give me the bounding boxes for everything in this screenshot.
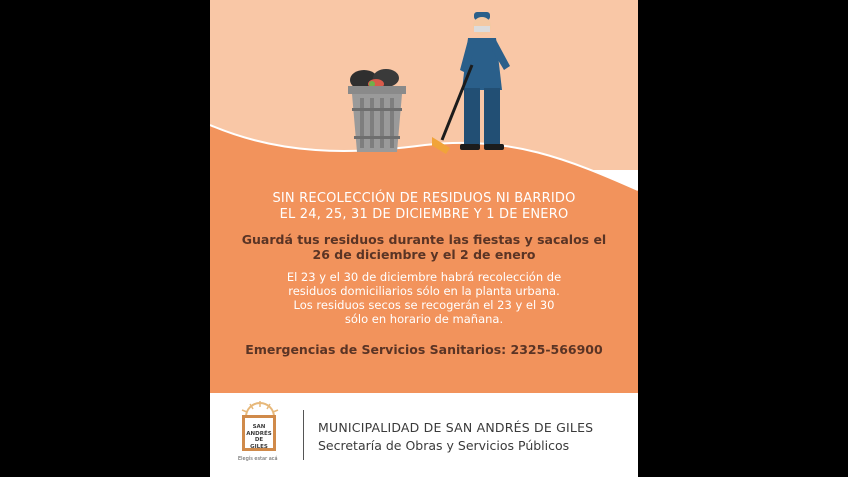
headline-line: EL 24, 25, 31 DE DICIEMBRE Y 1 DE ENERO: [279, 207, 569, 222]
logo-box: [242, 415, 276, 451]
street-sweeper-icon: [432, 10, 532, 155]
poster: [210, 0, 638, 477]
footer-divider: [303, 410, 304, 460]
store-waste-notice: [210, 232, 638, 262]
trash-can-icon: [342, 64, 412, 156]
notice-line: 26 de diciembre y el 2 de enero: [312, 247, 536, 262]
logo-text: DE GILES: [250, 437, 268, 450]
logo-text: SAN: [252, 424, 266, 430]
secretariat-name: Secretaría de Obras y Servicios Públicos: [318, 438, 570, 453]
footer: [210, 393, 638, 477]
headline: [210, 191, 638, 223]
logo-text: ANDRÉS: [246, 430, 272, 437]
info-line: Los residuos secos se recogerán el 23 y el 30: [293, 298, 555, 312]
municipal-logo-icon: [236, 401, 298, 467]
info-line: El 23 y el 30 de diciembre habrá recolección de: [286, 270, 562, 284]
info-line: residuos domiciliarios sólo en la planta urbana.: [288, 284, 560, 298]
municipality-name: MUNICIPALIDAD DE SAN ANDRÉS DE GILES: [318, 420, 594, 435]
info-line: sólo en horario de mañana.: [344, 312, 504, 326]
notice-line: Guardá tus residuos durante las fiestas y sacalos el: [241, 232, 607, 247]
logo-tagline: Elegís estar acá: [238, 456, 278, 462]
headline-line: SIN RECOLECCIÓN DE RESIDUOS NI BARRIDO: [272, 191, 576, 206]
collection-info: [210, 270, 638, 326]
emergency-contact: Emergencias de Servicios Sanitarios: 2325-566900: [245, 342, 603, 357]
